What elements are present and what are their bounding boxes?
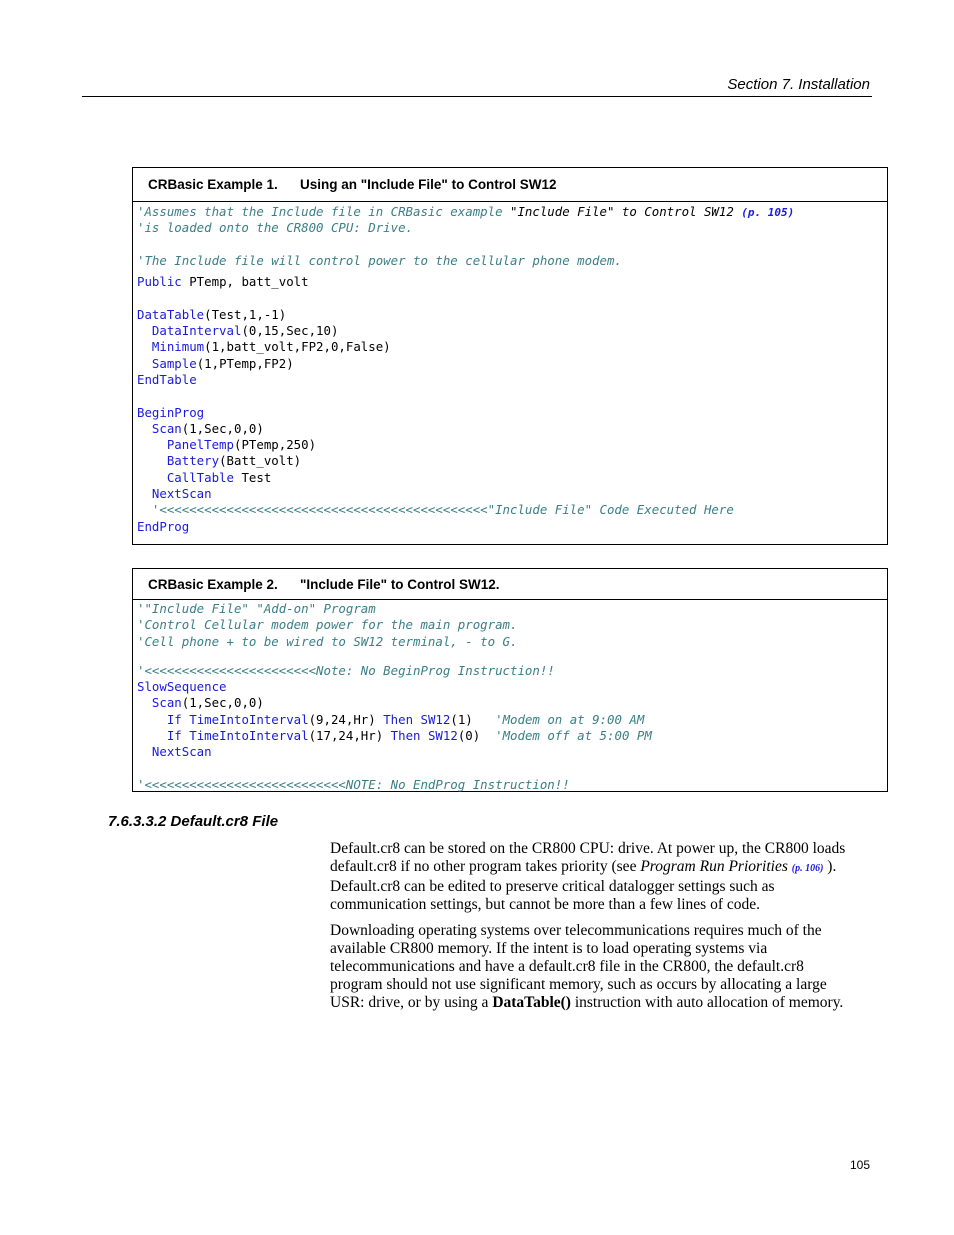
code-line <box>137 372 887 388</box>
code-comment: 'Assumes that the Include file in CRBasic example <box>137 204 510 219</box>
code-keyword: SW12 <box>420 711 451 727</box>
instruction-name: DataTable() <box>492 994 571 1011</box>
code-line <box>137 421 887 437</box>
code-line <box>137 405 887 421</box>
code-line <box>137 453 887 469</box>
paragraph-text: ). Default.cr8 can be edited to preserve critical datalogger settings such as communication settings, but cannot be more than a few lines of code. <box>330 858 837 913</box>
code-keyword: Public <box>137 274 182 290</box>
example-2-header <box>133 569 887 600</box>
body-paragraphs <box>330 840 850 1020</box>
code-text: (Test,1,-1) <box>204 306 287 322</box>
example-2-code <box>133 600 887 799</box>
code-comment: 'Modem on at 9:00 AM <box>495 711 645 727</box>
code-line <box>137 204 887 220</box>
section-heading: 7.6.3.3.2 Default.cr8 File <box>108 813 279 830</box>
code-line: 'Control Cellular modem power for the main program. <box>137 617 518 633</box>
paragraph-text: Default.cr8 can be stored on the CR800 CPU: drive. At power up, the CR800 loads default.cr8 if no other program takes priority (see <box>330 840 846 875</box>
code-text: (0,15,Sec,10) <box>241 323 339 339</box>
code-text: (1,batt_volt,FP2,0,False) <box>204 339 391 355</box>
code-line <box>137 519 887 535</box>
paragraph-text: instruction with auto allocation of memory. <box>570 994 844 1011</box>
example-2-title: "Include File" to Control SW12. <box>300 576 500 592</box>
code-keyword: DataInterval <box>151 323 242 339</box>
page-reference-link[interactable]: (p. 106) <box>791 863 824 874</box>
code-line <box>137 274 887 290</box>
code-text: (1,Sec,0,0) <box>181 695 264 711</box>
code-blank <box>137 237 887 253</box>
code-line <box>137 339 887 355</box>
page-number: 105 <box>849 1158 870 1172</box>
code-line <box>137 307 887 323</box>
code-keyword: DataTable <box>137 306 205 322</box>
code-text: "Include File" to Control SW12 <box>510 204 742 219</box>
example-1-code <box>133 202 887 541</box>
code-line <box>137 679 887 695</box>
code-keyword: If <box>166 711 182 727</box>
code-keyword: Battery <box>166 453 220 469</box>
code-keyword: SW12 <box>427 728 458 744</box>
code-keyword: NextScan <box>151 744 212 760</box>
paragraph-text: Downloading operating systems over telecommunications requires much of the available CR800 memory. If the intent is to load operating systems via telecommunications and have a default.cr8 file in the CR800, the default.cr8 program should not use significant memory, such as occurs by allocating a large USR: drive, or by using a <box>330 922 827 1011</box>
code-text: (17,24,Hr) <box>308 728 391 744</box>
code-keyword: If <box>166 728 182 744</box>
code-line <box>137 356 887 372</box>
example-1-header <box>133 168 887 202</box>
code-line: 'is loaded onto the CR800 CPU: Drive. <box>137 220 414 236</box>
code-line <box>137 695 887 711</box>
code-keyword: EndTable <box>137 371 197 387</box>
code-comment: 'Modem off at 5:00 PM <box>495 728 652 744</box>
header-rule <box>82 96 872 97</box>
code-line: '<<<<<<<<<<<<<<<<<<<<<<<Note: No BeginProg Instruction!! <box>137 662 555 678</box>
code-line <box>137 744 887 760</box>
code-keyword: TimeIntoInterval <box>189 711 309 727</box>
code-keyword: PanelTemp <box>166 437 234 453</box>
code-line: '<<<<<<<<<<<<<<<<<<<<<<<<<<<NOTE: No EndProg Instruction!! <box>137 776 570 792</box>
code-keyword: Sample <box>151 355 197 371</box>
code-text: (1) <box>450 711 496 727</box>
code-line: '"Include File" "Add-on" Program <box>137 601 376 616</box>
code-line <box>137 437 887 453</box>
code-blank <box>137 761 887 777</box>
page-reference-link[interactable]: (p. 105) <box>741 206 795 219</box>
code-keyword: Minimum <box>151 339 205 355</box>
code-line <box>137 486 887 502</box>
header-section-title: Section 7. Installation <box>727 76 870 93</box>
code-text: (9,24,Hr) <box>308 711 384 727</box>
code-line <box>137 502 887 518</box>
example-2-label: CRBasic Example 2. <box>148 576 278 592</box>
code-blank <box>137 290 887 306</box>
paragraph-1 <box>330 840 850 914</box>
code-text: PTemp, batt_volt <box>181 274 309 290</box>
example-1-title: Using an "Include File" to Control SW12 <box>300 177 557 192</box>
code-keyword: Then <box>383 711 414 727</box>
cross-reference-link[interactable]: Program Run Priorities <box>640 858 788 875</box>
code-keyword: EndProg <box>137 518 190 534</box>
code-line <box>137 712 887 728</box>
code-blank <box>137 388 887 404</box>
code-keyword: TimeIntoInterval <box>189 728 309 744</box>
code-text: (PTemp,250) <box>233 437 317 453</box>
code-text: (1,PTemp,FP2) <box>196 355 294 371</box>
code-comment: '<<<<<<<<<<<<<<<<<<<<<<<<<<<<<<<<<<<<<<<<<<<<"Include File" Code Executed Here <box>151 502 734 518</box>
code-keyword: CallTable <box>166 469 234 485</box>
code-text: Test <box>233 469 272 485</box>
code-text: (0) <box>457 728 496 744</box>
code-keyword: Then <box>390 728 421 744</box>
example-1-label: CRBasic Example 1. <box>148 177 278 192</box>
code-line: 'Cell phone + to be wired to SW12 terminal, - to G. <box>137 633 518 649</box>
code-keyword: NextScan <box>151 486 212 502</box>
paragraph-2 <box>330 922 850 1012</box>
code-text: (Batt_volt) <box>219 453 302 469</box>
example-2-box <box>132 568 888 792</box>
example-1-box <box>132 167 888 545</box>
code-line <box>137 470 887 486</box>
code-blank <box>137 650 887 663</box>
code-text: (1,Sec,0,0) <box>181 420 264 436</box>
code-keyword: Scan <box>151 420 182 436</box>
code-line <box>137 323 887 339</box>
code-keyword: Scan <box>151 695 182 711</box>
code-keyword: BeginProg <box>137 404 205 420</box>
code-keyword: SlowSequence <box>137 679 227 695</box>
code-line: 'The Include file will control power to the cellular phone modem. <box>137 252 622 268</box>
code-line <box>137 728 887 744</box>
